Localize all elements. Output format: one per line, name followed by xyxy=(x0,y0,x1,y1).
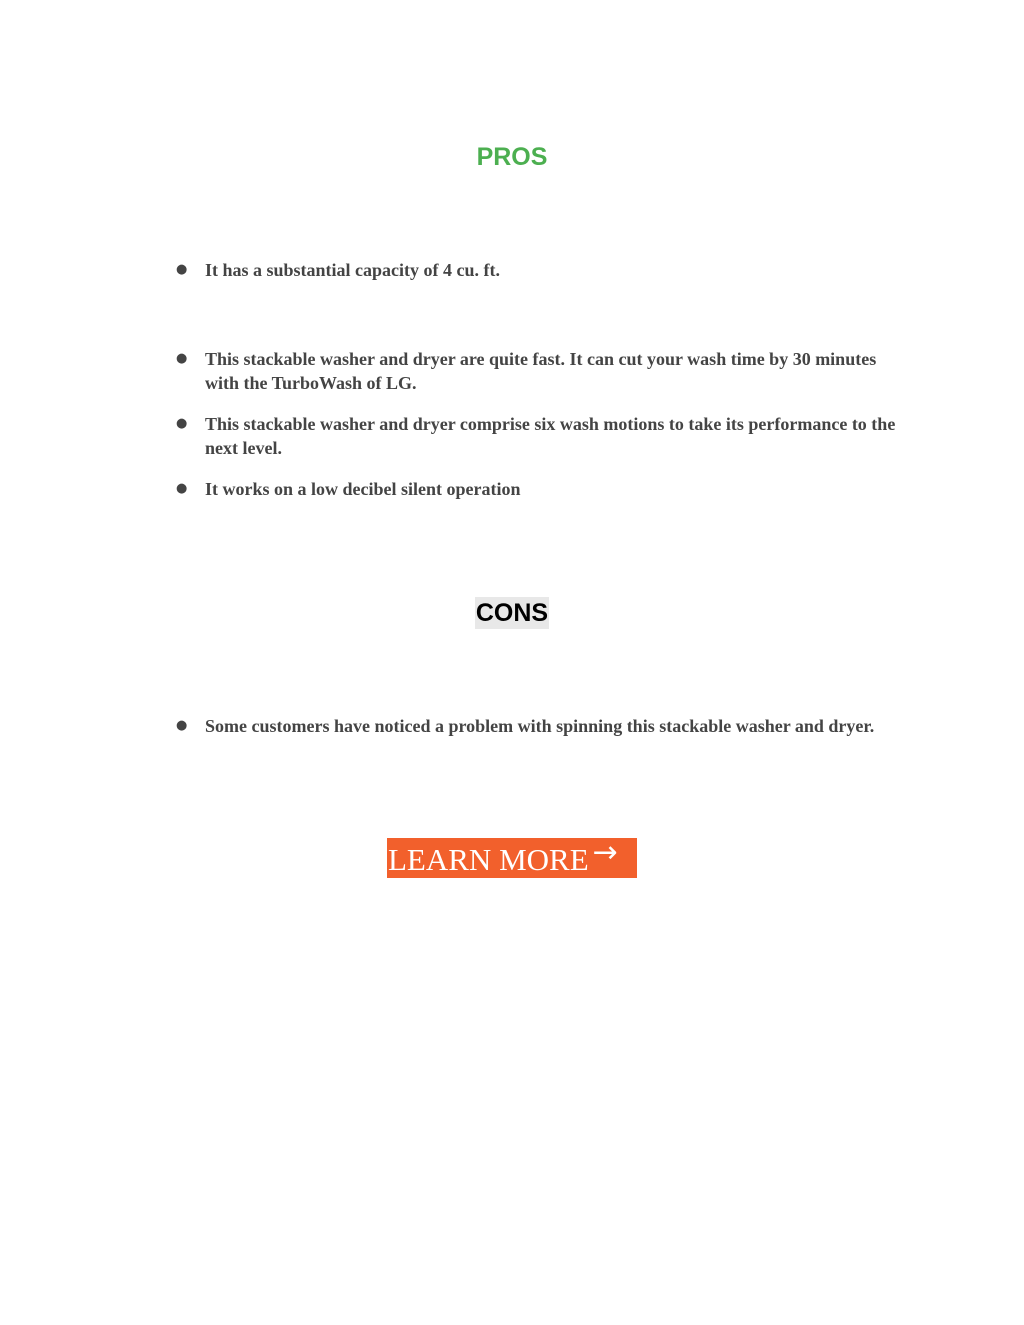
list-item-text: This stackable washer and dryer are quite fast. It can cut your wash time by 30 minutes with the TurboWash of LG. xyxy=(205,349,877,393)
arrow-right-icon: → xyxy=(592,838,618,870)
list-item xyxy=(174,412,904,460)
cons-heading-text: CONS xyxy=(475,599,549,627)
list-item xyxy=(174,258,904,282)
bullet-icon: ● xyxy=(176,416,188,431)
list-item-text: Some customers have noticed a problem with spinning this stackable washer and dryer. xyxy=(205,716,875,736)
bullet-icon: ● xyxy=(176,481,188,496)
pros-heading xyxy=(0,141,1024,173)
bullet-icon: ● xyxy=(176,262,188,277)
bullet-icon: ● xyxy=(176,718,188,733)
learn-more-label: LEARN MORE xyxy=(388,842,589,877)
list-item xyxy=(174,477,904,501)
pros-list-first xyxy=(174,258,904,282)
cons-list xyxy=(174,714,904,738)
bullet-icon: ● xyxy=(176,351,188,366)
list-item-text: This stackable washer and dryer comprise six wash motions to take its performance to the next level. xyxy=(205,414,896,458)
learn-more-button[interactable] xyxy=(387,838,637,878)
pros-heading-text: PROS xyxy=(476,143,548,171)
list-item-text: It works on a low decibel silent operation xyxy=(205,479,521,499)
list-item xyxy=(174,347,904,395)
pros-list-second xyxy=(174,347,904,518)
cons-heading xyxy=(0,597,1024,629)
list-item-text: It has a substantial capacity of 4 cu. ft. xyxy=(205,260,501,280)
list-item xyxy=(174,714,904,738)
